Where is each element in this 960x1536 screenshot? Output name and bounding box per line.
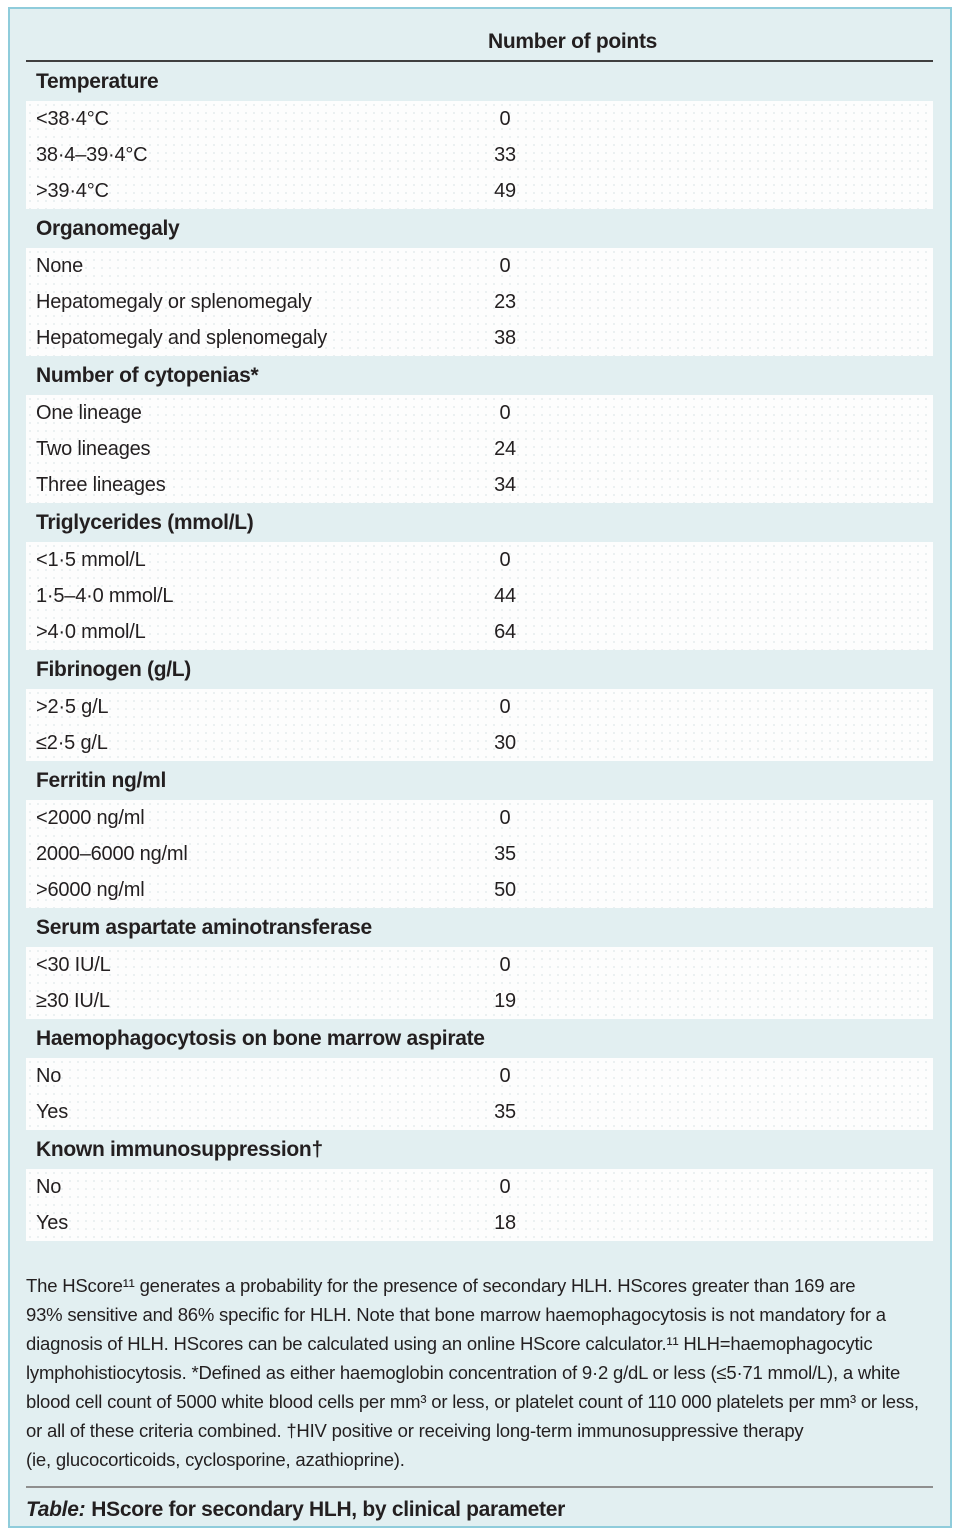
row-points-value: 35	[494, 1100, 516, 1123]
table-row	[26, 614, 933, 650]
row-label: Yes	[36, 1100, 69, 1123]
row-label: Two lineages	[36, 437, 151, 460]
table-row	[26, 689, 933, 725]
row-points-value: 23	[494, 290, 516, 313]
table-row	[26, 800, 933, 836]
table-row	[26, 1169, 933, 1205]
row-points-value: 0	[499, 1064, 511, 1087]
row-label: >2·5 g/L	[36, 695, 109, 718]
row-points-value: 34	[494, 473, 516, 496]
row-label: Hepatomegaly and splenomegaly	[36, 326, 328, 349]
row-points-value: 24	[494, 437, 516, 460]
table-row	[26, 431, 933, 467]
table-row	[26, 467, 933, 503]
table-section	[10, 356, 950, 503]
row-label: <1·5 mmol/L	[36, 548, 146, 571]
table-row	[26, 1058, 933, 1094]
section-rows	[26, 800, 933, 908]
row-label: One lineage	[36, 401, 142, 424]
row-label: >4·0 mmol/L	[36, 620, 146, 643]
row-points-value: 49	[494, 179, 516, 202]
row-points-value: 19	[494, 989, 516, 1012]
section-rows	[26, 689, 933, 761]
section-header: Organomegaly	[36, 216, 180, 240]
row-points-value: 0	[499, 107, 511, 130]
row-label: Yes	[36, 1211, 69, 1234]
row-label: ≥30 IU/L	[36, 989, 110, 1012]
table-row	[26, 137, 933, 173]
footnote-line: or all of these criteria combined. †HIV positive or receiving long-term immunosuppressive therapy	[26, 1420, 804, 1441]
table-section	[10, 1019, 950, 1130]
row-label: 1·5–4·0 mmol/L	[36, 584, 174, 607]
column-header-points: Number of points	[488, 30, 658, 53]
table-row	[26, 983, 933, 1019]
row-points-value: 0	[499, 806, 511, 829]
row-points-value: 0	[499, 695, 511, 718]
row-points-value: 0	[499, 953, 511, 976]
table-section	[10, 1130, 950, 1241]
table-body	[10, 62, 950, 1241]
footnote-line: diagnosis of HLH. HScores can be calculated using an online HScore calculator.¹¹ HLH=haemophagocytic	[26, 1333, 873, 1354]
table-row	[26, 395, 933, 431]
table-row	[26, 725, 933, 761]
row-label: Hepatomegaly or splenomegaly	[36, 290, 312, 313]
row-points-value: 38	[494, 326, 516, 349]
table-row	[26, 248, 933, 284]
section-rows	[26, 947, 933, 1019]
table-row	[26, 542, 933, 578]
table-card	[8, 7, 952, 1528]
section-header: Fibrinogen (g/L)	[36, 657, 191, 681]
row-label: None	[36, 254, 84, 277]
table-row	[26, 578, 933, 614]
table-row	[26, 101, 933, 137]
caption-text: HScore for secondary HLH, by clinical parameter	[91, 1498, 566, 1521]
row-points-value: 0	[499, 254, 511, 277]
row-label: >6000 ng/ml	[36, 878, 145, 901]
footnote-line: The HScore¹¹ generates a probability for the presence of secondary HLH. HScores greater than 169 are	[26, 1275, 856, 1296]
section-rows	[26, 248, 933, 356]
row-label: Three lineages	[36, 473, 166, 496]
section-rows	[26, 101, 933, 209]
row-label: No	[36, 1175, 62, 1198]
table-section	[10, 209, 950, 356]
section-header: Haemophagocytosis on bone marrow aspirate	[36, 1026, 485, 1050]
table-row	[26, 947, 933, 983]
section-rows	[26, 395, 933, 503]
row-points-value: 18	[494, 1211, 516, 1234]
footnote-line: (ie, glucocorticoids, cyclosporine, azathioprine).	[26, 1449, 405, 1470]
row-label: ≤2·5 g/L	[36, 731, 108, 754]
table-caption	[26, 1498, 934, 1522]
row-points-value: 35	[494, 842, 516, 865]
row-points-value: 33	[494, 143, 516, 166]
table-row	[26, 320, 933, 356]
caption-prefix: Table:	[26, 1498, 86, 1521]
table-section	[10, 761, 950, 908]
row-points-value: 50	[494, 878, 516, 901]
row-points-value: 0	[499, 1175, 511, 1198]
table-row	[26, 872, 933, 908]
table-row	[26, 284, 933, 320]
table-section	[10, 62, 950, 209]
row-points-value: 44	[494, 584, 516, 607]
row-label: 38·4–39·4°C	[36, 143, 148, 166]
section-header: Ferritin ng/ml	[36, 768, 166, 792]
table-section	[10, 908, 950, 1019]
row-points-value: 30	[494, 731, 516, 754]
table-row	[26, 173, 933, 209]
row-label: >39·4°C	[36, 179, 109, 202]
section-header: Known immunosuppression†	[36, 1137, 323, 1161]
footnote	[26, 1271, 940, 1474]
row-points-value: 0	[499, 401, 511, 424]
table-section	[10, 503, 950, 650]
row-points-value: 64	[494, 620, 516, 643]
section-rows	[26, 1058, 933, 1130]
footnote-line: 93% sensitive and 86% specific for HLH. Note that bone marrow haemophagocytosis is not mandatory for a	[26, 1304, 886, 1325]
section-rows	[26, 1169, 933, 1241]
row-label: <2000 ng/ml	[36, 806, 145, 829]
table-section	[10, 650, 950, 761]
section-header: Serum aspartate aminotransferase	[36, 915, 372, 939]
table-header-row	[10, 9, 950, 60]
row-label: 2000–6000 ng/ml	[36, 842, 188, 865]
table-row	[26, 836, 933, 872]
row-label: No	[36, 1064, 62, 1087]
caption-rule	[26, 1486, 933, 1488]
section-header: Temperature	[36, 69, 159, 93]
row-points-value: 0	[499, 548, 511, 571]
footnote-line: lymphohistiocytosis. *Defined as either haemoglobin concentration of 9·2 g/dL or less (≤5·71 mmol/L), a white	[26, 1362, 901, 1383]
table-row	[26, 1205, 933, 1241]
section-rows	[26, 542, 933, 650]
footnote-line: blood cell count of 5000 white blood cells per mm³ or less, or platelet count of 110 000 platelets per mm³ or less,	[26, 1391, 919, 1412]
table-row	[26, 1094, 933, 1130]
row-label: <38·4°C	[36, 107, 109, 130]
row-label: <30 IU/L	[36, 953, 111, 976]
section-header: Number of cytopenias*	[36, 363, 259, 387]
section-header: Triglycerides (mmol/L)	[36, 510, 254, 534]
